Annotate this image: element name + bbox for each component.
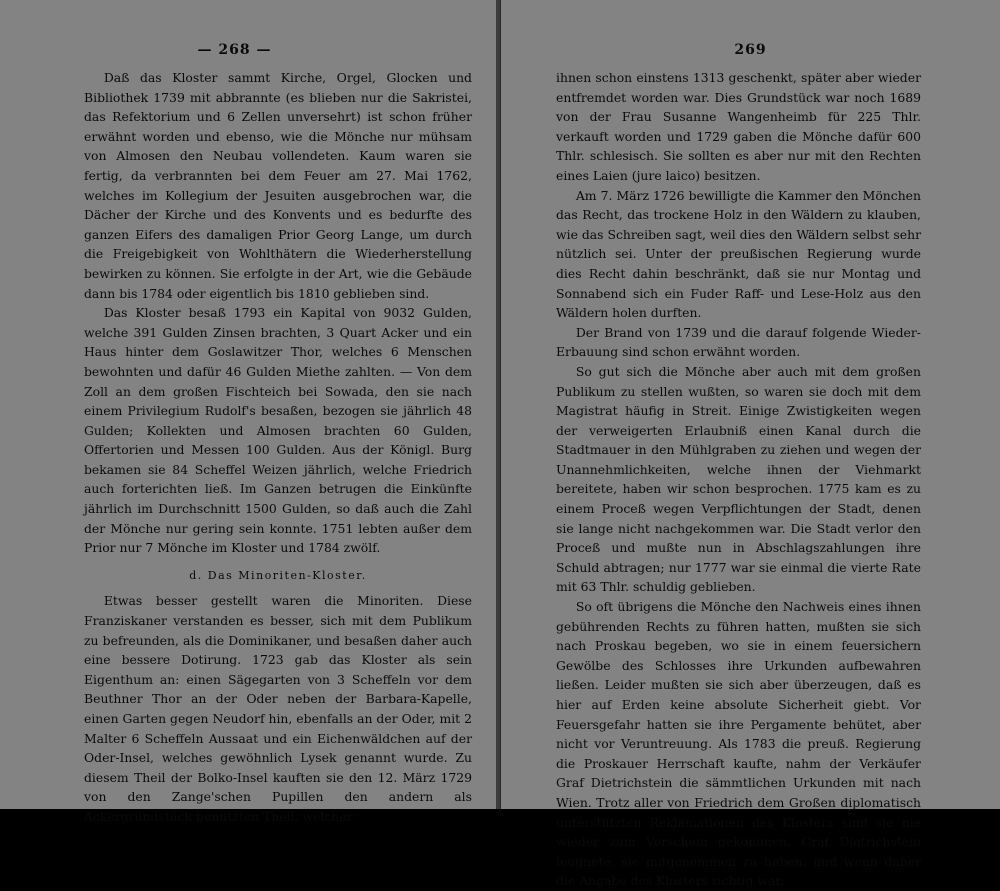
paragraph: Das Kloster besaß 1793 ein Kapital von 9032 Gulden, welche 391 Gulden Zinsen brachten, 3 Quart Acker und ein Haus hinter dem Goslawitzer Thor, welches 6 Menschen bewohnten und dafür 46 Gulden Miethe zahlten. — Von dem Zoll an dem großen Fischteich bei Sowada, den sie nach einem Privilegium Rudolf's besaßen, bezogen sie jährlich 48 Gulden; Kollekten und Almosen brachten 60 Gulden, Offertorien und Messen 100 Gulden. Aus der Königl. Burg bekamen sie 84 Scheffel Weizen jährlich, welche Friedrich auch forterichten ließ. Im Ganzen betrugen die Einkünfte jährlich im Durchschnitt 1500 Gulden, so daß auch die Zahl der Mönche nur gering sein konnte. 1751 lebten außer dem Prior nur 7 Mönche im Kloster und 1784 zwölf.	[84, 305, 472, 556]
page-number-269: 269	[734, 42, 767, 58]
paragraph: Der Brand von 1739 und die darauf folgende Wieder-Erbauung sind schon erwähnt worden.	[556, 324, 921, 360]
left-page	[0, 0, 498, 824]
right-page-text	[556, 68, 921, 891]
paragraph: Am 7. März 1726 bewilligte die Kammer den Mönchen das Recht, das trockene Holz in den Wäldern zu klauben, wie das Schreiben sagt, weil dies den Wäldern selbst sehr nützlich sei. Unter der preußischen Regierung wurde dies Recht dahin beschränkt, daß sie nur Montag und Sonnabend sich ein Fuder Raff- und Lese-Holz aus den Wäldern holen durften.	[556, 187, 921, 321]
paragraph: Etwas besser gestellt waren die Minoriten. Diese Franziskaner verstanden es besser, sich mit dem Publikum zu befreunden, als die Dominikaner, und besaßen daher auch eine bessere Dotirung. 1723 gab das Kloster als sein Eigenthum an: einen Sägegarten von 3 Scheffeln vor dem Beuthner Thor an der Oder neben der Barbara-Kapelle, einen Garten gegen Neudorf hin, ebenfalls an der Oder, mit 2 Malter 6 Scheffeln Aussaat und ein Eichenwäldchen auf der Oder-Insel, welches gewöhnlich Lysek genannt wurde. Zu diesem Theil der Bolko-Insel kauften sie den 12. März 1729 von den Zange'schen Pupillen den andern als Ackergrundstück benutzten Theil, welcher	[84, 593, 472, 824]
paragraph: Daß das Kloster sammt Kirche, Orgel, Glocken und Bibliothek 1739 mit abbrannte (es blieben nur die Sakristei, das Refektorium und 6 Zellen unversehrt) ist schon früher erwähnt worden und ebenso, wie die Mönche nur mühsam von Almosen den Neubau vollendeten. Kaum waren sie fertig, da verbrannten bei dem Feuer am 27. Mai 1762, welches im Kollegium der Jesuiten ausgebrochen war, die Dächer der Kirche und des Konvents und es bedurfte des ganzen Eifers des damaligen Prior Georg Lange, um durch die Freigebigkeit von Wohlthätern die Wiederherstellung bewirken zu können. Sie erfolgte in der Art, wie die Gebäude dann bis 1784 oder eigentlich bis 1810 geblieben sind.	[84, 70, 472, 301]
paragraph: So oft übrigens die Mönche den Nachweis eines ihnen gebührenden Rechts zu führen hatten, mußten sie sich nach Proskau begeben, wo sie in einem feuersichern Gewölbe des Schlosses ihre Urkunden aufbewahren ließen. Leider mußten sie sich aber überzeugen, daß es hier auf Erden keine absolute Sicherheit giebt. Vor Feuersgefahr hatten sie ihre Pergamente behütet, aber nicht vor Veruntreuung. Als 1783 die preuß. Regierung die Proskauer Herrschaft kaufte, nahm der Verkäufer Graf Dietrichstein die sämmtlichen Urkunden mit nach Wien. Trotz aller von Friedrich dem Großen diplomatisch unterstützten Reklamationen des Klosters sind sie nie wieder zum Vorschein gekommen. Graf Dietrichstein leugnete, sie mitgenommen zu haben, und wenn daher die Angabe des Klosters richtig war,	[556, 599, 921, 889]
page-number-268: — 268 —	[197, 42, 272, 58]
section-heading: d. Das Minoriten-Kloster.	[189, 568, 367, 582]
right-page	[500, 0, 1000, 889]
paragraph: ihnen schon einstens 1313 geschenkt, später aber wieder entfremdet worden war. Dies Grundstück war noch 1689 von der Frau Susanne Wangenheimb für 225 Thlr. verkauft worden und 1729 gaben die Mönche dafür 600 Thlr. schlesisch. Sie sollten es aber nur mit den Rechten eines Laien (jure laico) besitzen.	[556, 70, 921, 183]
left-page-text	[84, 68, 472, 827]
paragraph: So gut sich die Mönche aber auch mit dem großen Publikum zu stellen wußten, so waren sie doch mit dem Magistrat häufig in Streit. Einige Zwistigkeiten wegen der verweigerten Erlaubniß einen Kanal durch die Stadtmauer in den Mühlgraben zu ziehen und wegen der Unannehmlichkeiten, welche ihnen der Viehmarkt bereitete, haben wir schon besprochen. 1775 kam es zu einem Proceß wegen Verpflichtungen der Stadt, denen sie lange nicht nachgekommen war. Die Stadt verlor den Proceß und mußte nun in Abschlagszahlungen ihre Schuld abtragen; nur 1777 war sie einmal die vierte Rate mit 63 Thlr. schuldig geblieben.	[556, 363, 921, 595]
